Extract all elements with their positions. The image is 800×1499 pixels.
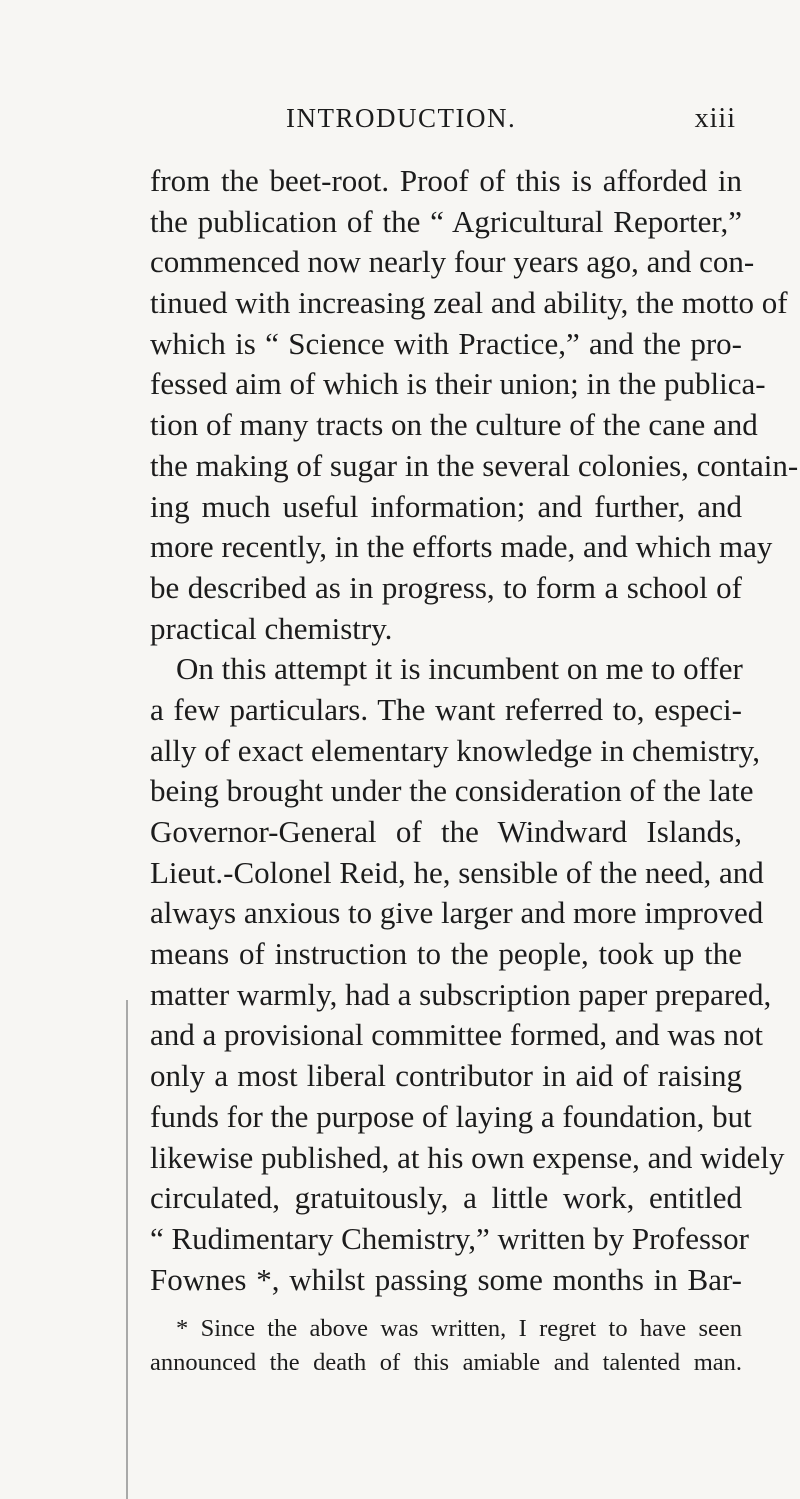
text-line: Fownes *, whilst passing some months in Bar- <box>150 1261 742 1297</box>
text-line: “ Rudimentary Chemistry,” written by Professor <box>150 1220 749 1256</box>
text-line: the publication of the “ Agricultural Reporter,” <box>150 203 742 239</box>
text-line: a few particulars. The want referred to, especi- <box>150 691 742 727</box>
text-line: Lieut.-Colonel Reid, he, sensible of the need, and <box>150 854 764 890</box>
page-number: xiii <box>694 103 736 134</box>
page-header <box>150 103 750 143</box>
text-line: only a most liberal contributor in aid of raising <box>150 1058 742 1094</box>
text-line: and a provisional committee formed, and was not <box>150 1017 763 1053</box>
text-line: which is “ Science with Practice,” and the pro- <box>150 325 742 361</box>
text-line: commenced now nearly four years ago, and con- <box>150 244 755 280</box>
text-line: fessed aim of which is their union; in the publica- <box>150 366 766 402</box>
text-line: the making of sugar in the several colonies, contain- <box>150 447 799 483</box>
text-line: practical chemistry. <box>150 610 393 646</box>
gutter-shadow-line <box>126 1000 128 1499</box>
text-line: ing much useful information; and further, and <box>150 488 742 524</box>
text-line: more recently, in the efforts made, and which may <box>150 529 773 565</box>
footnote-line: * Since the above was written, I regret to have seen <box>176 1315 742 1342</box>
text-line: tinued with increasing zeal and ability, the motto of <box>150 285 788 321</box>
text-line: Governor-General of the Windward Islands, <box>150 814 742 849</box>
text-line: tion of many tracts on the culture of the cane and <box>150 407 758 443</box>
text-line: ally of exact elementary knowledge in chemistry, <box>150 732 761 768</box>
text-line: circulated, gratuitously, a little work, entitled <box>150 1180 742 1216</box>
body-text <box>150 161 799 1300</box>
text-line: be described as in progress, to form a school of <box>150 569 742 605</box>
text-line: from the beet-root. Proof of this is afforded in <box>150 163 742 198</box>
text-line: being brought under the consideration of the late <box>150 773 754 809</box>
text-line: always anxious to give larger and more improved <box>150 895 764 931</box>
text-line: matter warmly, had a subscription paper prepared, <box>150 976 772 1012</box>
text-line: likewise published, at his own expense, and widely <box>150 1139 785 1175</box>
footnote-line: announced the death of this amiable and talented man. <box>150 1349 742 1376</box>
running-head: INTRODUCTION. <box>286 103 517 133</box>
text-line: funds for the purpose of laying a foundation, but <box>150 1098 752 1134</box>
footnote <box>150 1312 742 1380</box>
text-line: means of instruction to the people, took up the <box>150 936 742 972</box>
text-line: On this attempt it is incumbent on me to offer <box>176 651 743 687</box>
